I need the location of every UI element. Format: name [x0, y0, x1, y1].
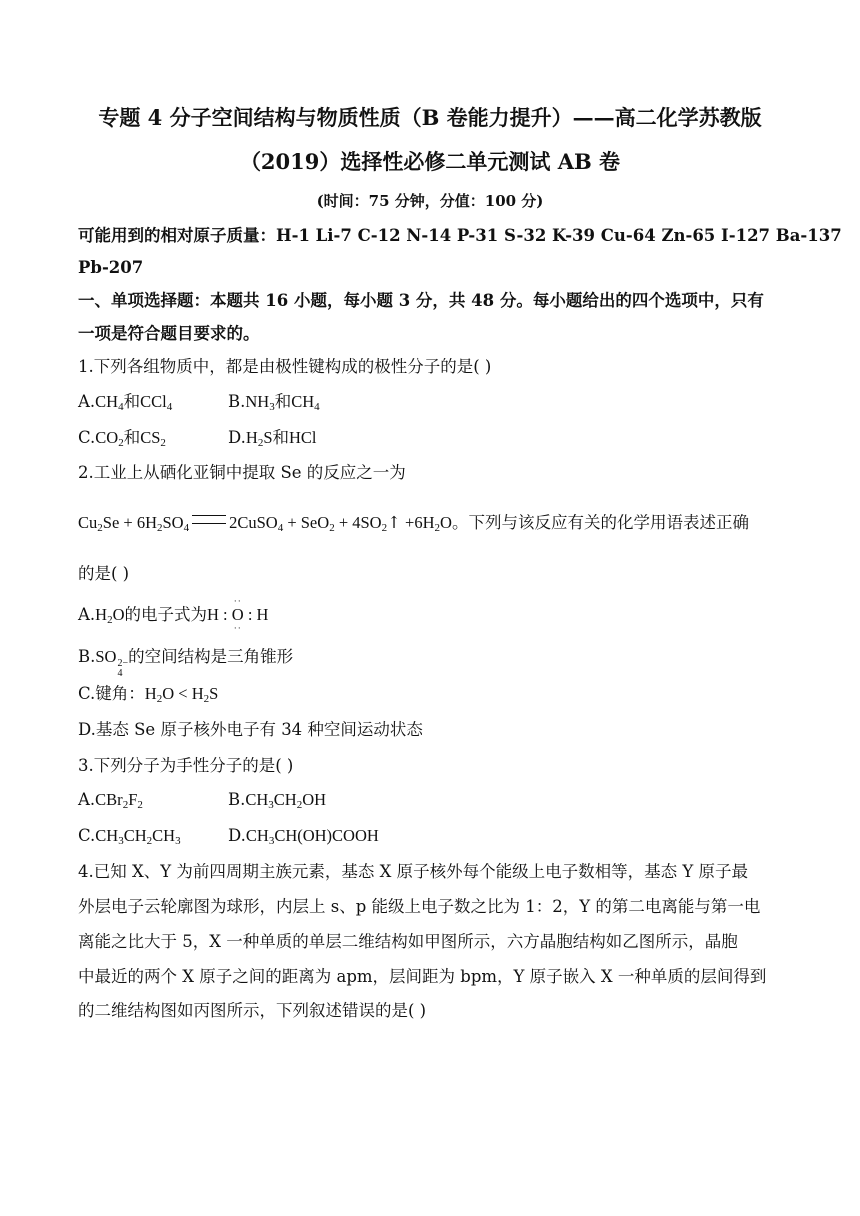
question-1-stem: 1.下列各组物质中，都是由极性键构成的极性分子的是( ) — [78, 357, 492, 376]
page-title: 专题 4 分子空间结构与物质性质（B 卷能力提升）——高二化学苏教版 — [98, 105, 762, 130]
question-4-line-1: 4.已知 X、Y 为前四周期主族元素，基态 X 原子核外每个能级上电子数相等，基态 Y 原子最 — [78, 862, 748, 881]
question-2-stem-end: 的是( ) — [78, 564, 130, 583]
question-4-line-5: 的二维结构图如丙图所示，下列叙述错误的是( ) — [78, 1001, 427, 1020]
atomic-masses: 可能用到的相对原子质量：H-1 Li-7 C-12 N-14 P-31 S-32 K-39 Cu-64 Zn-65 I-127 Ba-137 — [78, 226, 842, 245]
q2-option-c: C.键角：$H_2O < H_2S$ — [78, 684, 219, 705]
question-3-stem: 3.下列分子为手性分子的是( ) — [78, 756, 294, 775]
q2-option-a: $A.H_2O$的电子式为H : O ·· ·· : H — [78, 596, 269, 633]
q1-option-b: $B.NH_3$和$CH_4$ — [228, 392, 320, 413]
exam-time-score: (时间：75 分钟，分值：100 分) — [316, 192, 544, 210]
gas-arrow-icon: ↑ — [387, 513, 401, 532]
question-4-line-4: 中最近的两个 X 原子之间的距离为 apm，层间距为 bpm，Y 原子嵌入 X 一种单质的层间得到 — [78, 967, 767, 986]
q3-option-b: $B.CH_3CH_2OH$ — [228, 790, 327, 811]
lewis-oxygen: O ·· ·· — [231, 596, 244, 633]
question-4-line-2: 外层电子云轮廓图为球形，内层上 s、p 能级上电子数之比为 1：2，Y 的第二电离能与第一电 — [78, 897, 761, 916]
question-2-stem: 2.工业上从硒化亚铜中提取 Se 的反应之一为 — [78, 463, 406, 482]
q1-option-c: $C.CO_2$和$CS_2$ — [78, 428, 166, 449]
q2-option-b: B.SO 2− 4 的空间结构是三角锥形 — [78, 647, 294, 679]
equals-sign-icon — [192, 515, 226, 524]
section-heading: 一、单项选择题：本题共 16 小题，每小题 3 分，共 48 分。每小题给出的四个选项中，只有 — [78, 291, 764, 310]
q1-option-d: $D.H_2S$和HCl — [228, 428, 317, 449]
q2-option-d: D.基态 Se 原子核外电子有 34 种空间运动状态 — [78, 720, 423, 739]
question-4-line-3: 离能之比大于 5，X 一种单质的单层二维结构如甲图所示，六方晶胞结构如乙图所示，晶胞 — [78, 932, 738, 951]
section-heading-cont: 一项是符合题目要求的。 — [78, 324, 260, 343]
q3-option-a: $A.CBr_2F_2$ — [78, 790, 143, 811]
q1-option-a: $A.CH_4$和CCl$_4$ — [78, 392, 173, 413]
q2-reaction-equation: $Cu_2Se + 6H_2SO_4$ 2CuSO$_4$ + $SeO_2 + 4SO_2↑ +6H_2O$。下列与该反应有关的化学用语表述正确 — [78, 513, 749, 534]
atomic-masses-cont: Pb-207 — [78, 258, 144, 277]
page-title-line2: （2019）选择性必修二单元测试 AB 卷 — [239, 149, 621, 174]
q3-option-c: $C.CH_3CH_2CH_3$ — [78, 826, 181, 847]
q3-option-d: $D.CH_3CH(OH)COOH$ — [228, 826, 379, 847]
